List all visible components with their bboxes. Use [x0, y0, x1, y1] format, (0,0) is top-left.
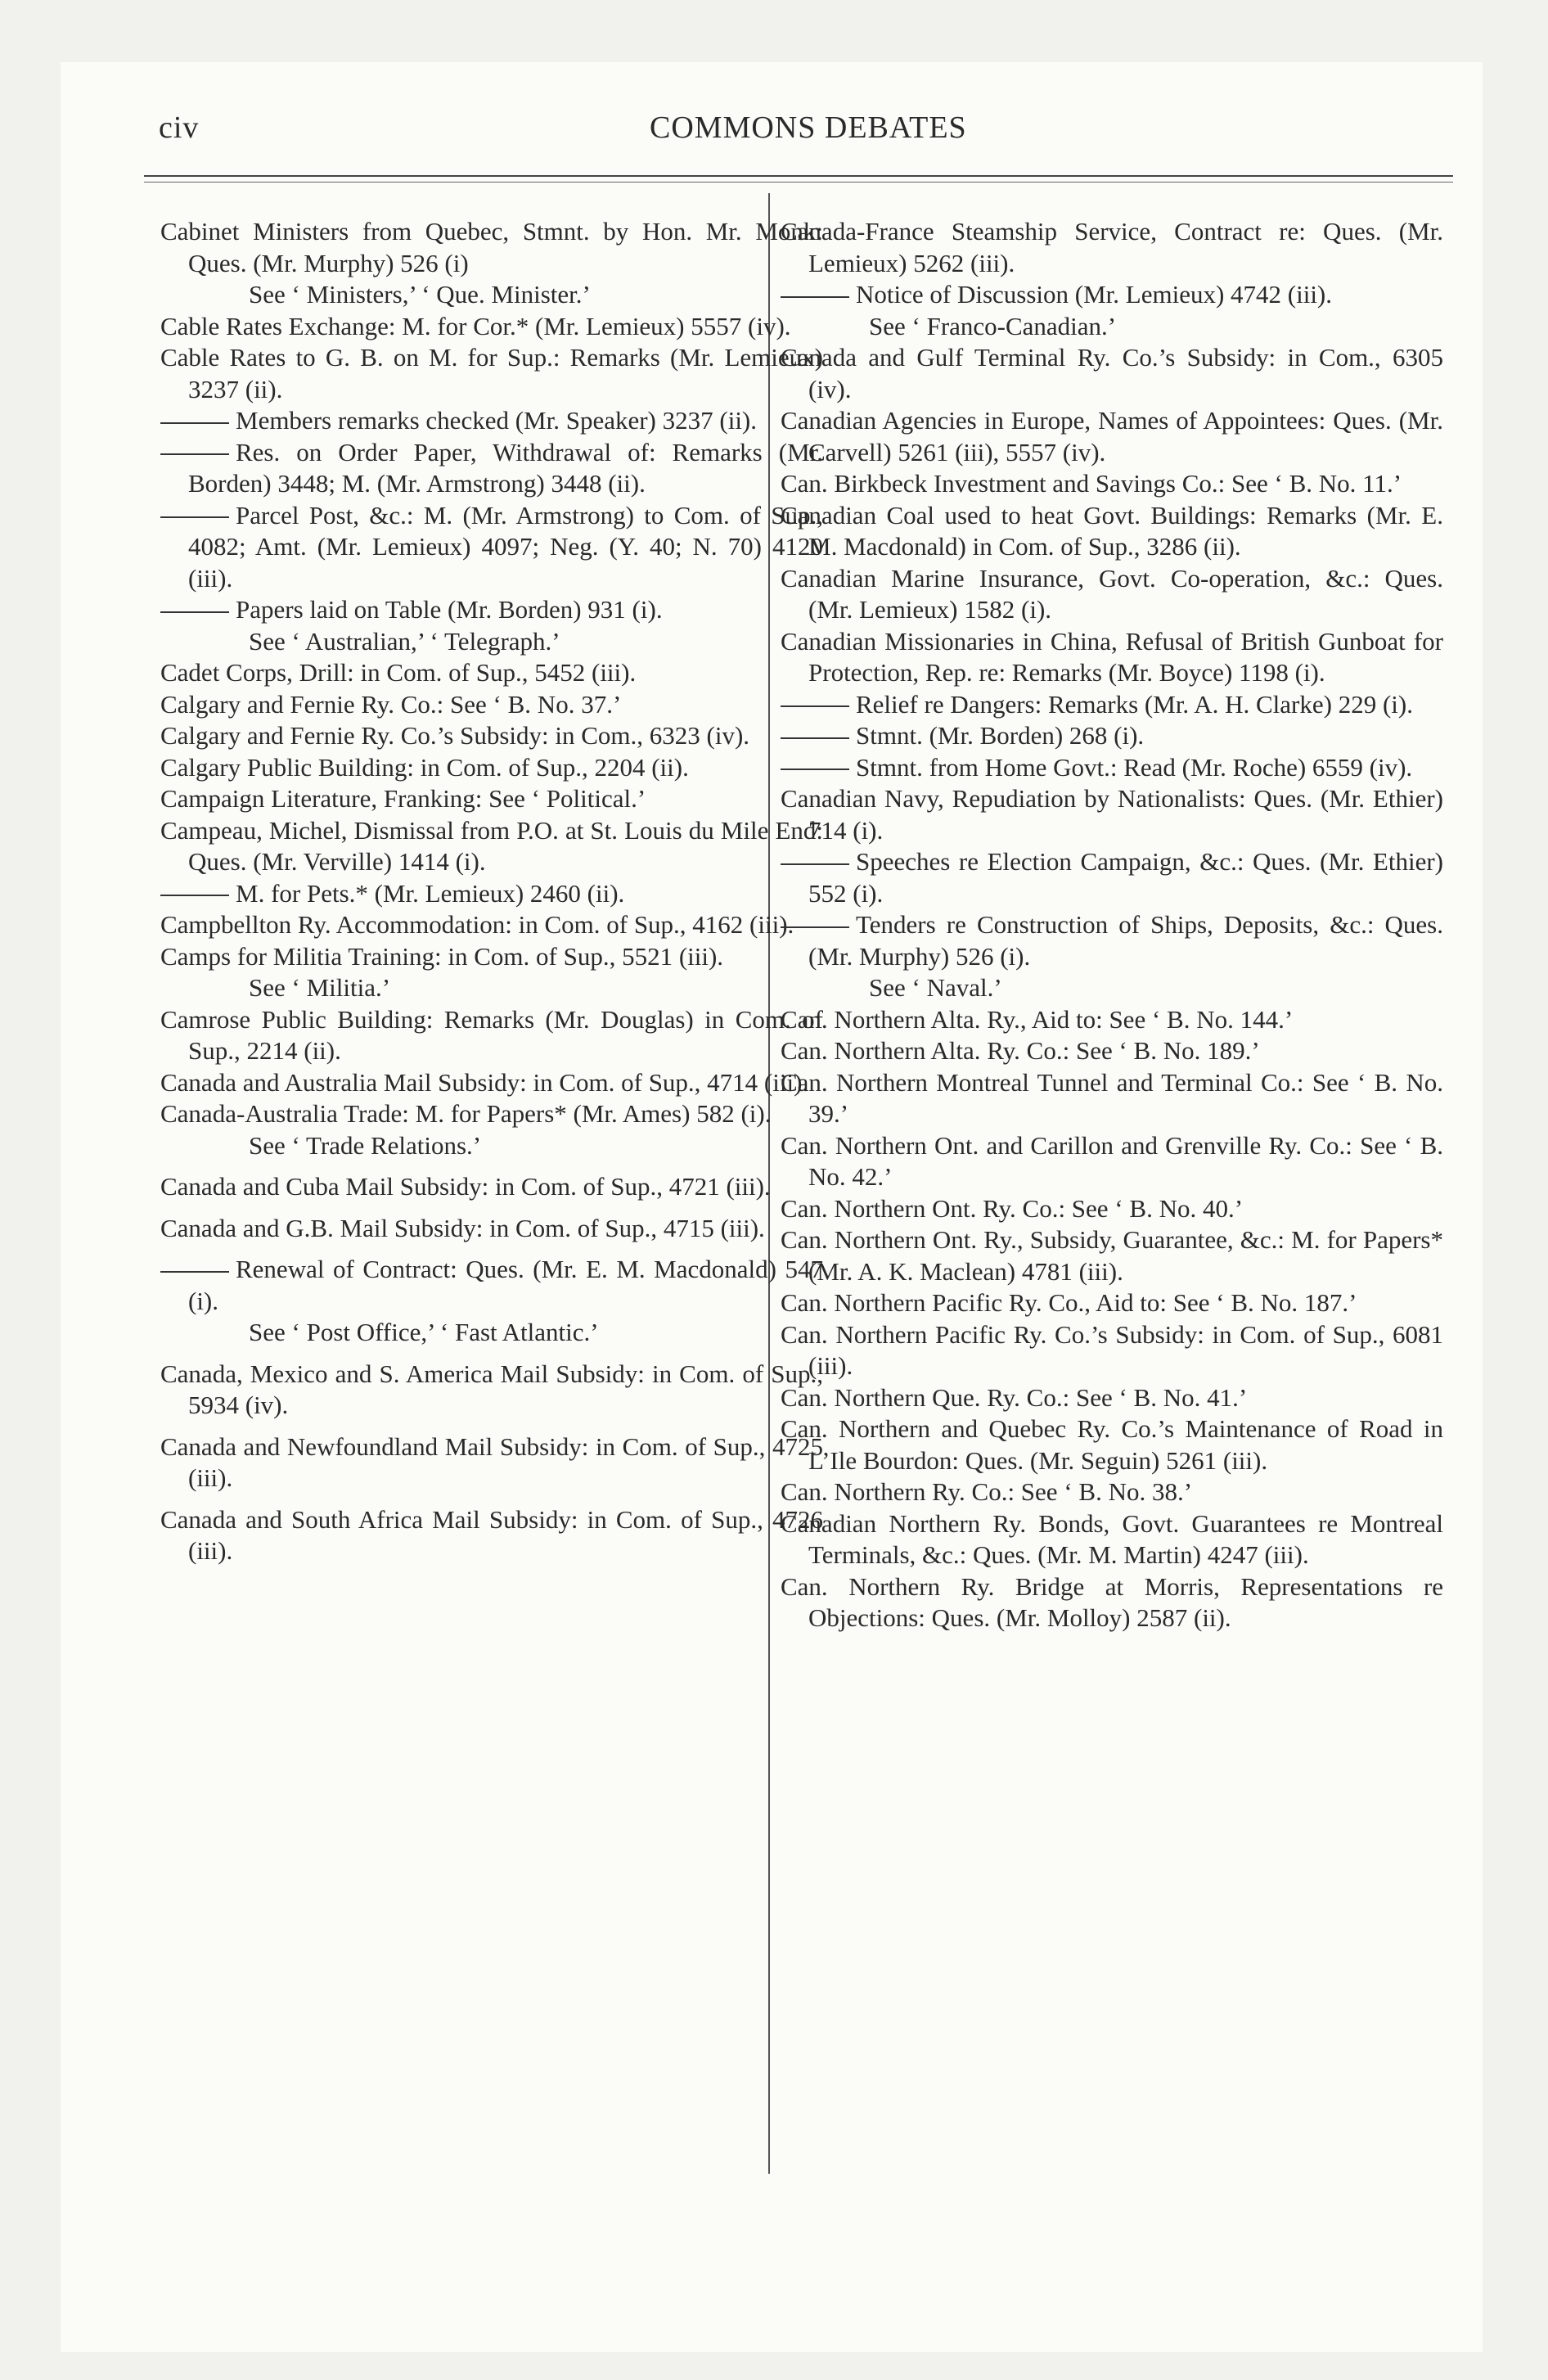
index-entry — [160, 1504, 823, 1567]
entry-text: Can. Birkbeck Investment and Savings Co.: See ‘ B. No. 11.’ — [781, 469, 1402, 498]
entry-text: Canadian Navy, Repudiation by Nationalists: Ques. (Mr. Ethier) 714 (i). — [781, 784, 1443, 845]
dash-rule — [781, 296, 849, 298]
right-column — [781, 216, 1443, 1634]
index-subentry — [160, 437, 823, 500]
index-subentry — [781, 846, 1443, 909]
entry-text: See ‘ Australian,’ ‘ Telegraph.’ — [249, 626, 560, 656]
dash-rule — [160, 611, 229, 613]
index-subentry — [781, 752, 1443, 784]
entry-text: Can. Northern Ry. Bridge at Morris, Representations re Objections: Ques. (Mr. Molloy) 2587 (ii). — [781, 1571, 1443, 1632]
entry-text: See ‘ Ministers,’ ‘ Que. Minister.’ — [249, 280, 591, 309]
entry-text: Calgary Public Building: in Com. of Sup., 2204 (ii). — [160, 752, 689, 782]
left-column — [160, 216, 823, 1567]
index-entry — [781, 1224, 1443, 1287]
index-entry — [781, 783, 1443, 846]
index-entry — [160, 1359, 823, 1422]
entry-text: Canada-France Steamship Service, Contract re: Ques. (Mr. Lemieux) 5262 (iii). — [781, 217, 1443, 277]
see-reference — [869, 972, 1443, 1004]
index-entry — [160, 689, 823, 721]
dash-rule — [160, 516, 229, 518]
index-subentry — [781, 909, 1443, 972]
entry-text: Canada and Gulf Terminal Ry. Co.’s Subsidy: in Com., 6305 (iv). — [781, 343, 1443, 403]
entry-text: Canadian Northern Ry. Bonds, Govt. Guarantees re Montreal Terminals, &c.: Ques. (Mr. M. Martin) 4247 (iii). — [781, 1508, 1443, 1569]
entry-text: Tenders re Construction of Ships, Deposits, &c.: Ques. (Mr. Murphy) 526 (i). — [808, 910, 1443, 971]
index-entry — [781, 342, 1443, 405]
entry-text: Canada and South Africa Mail Subsidy: in Com. of Sup., 4726 (iii). — [160, 1504, 823, 1565]
entry-text: Members remarks checked (Mr. Speaker) 3237 (ii). — [236, 406, 757, 435]
entry-text: Cabinet Ministers from Quebec, Stmnt. by Hon. Mr. Monk: Ques. (Mr. Murphy) 526 (i) — [160, 217, 823, 277]
entry-text: Canada, Mexico and S. America Mail Subsidy: in Com. of Sup., 5934 (iv). — [160, 1359, 823, 1419]
index-entry — [160, 815, 823, 878]
entry-text: Camrose Public Building: Remarks (Mr. Douglas) in Com. of Sup., 2214 (ii). — [160, 1004, 823, 1065]
index-entry — [781, 405, 1443, 468]
entry-text: Canada and Newfoundland Mail Subsidy: in Com. of Sup., 4725 (iii). — [160, 1431, 823, 1492]
index-entry — [160, 720, 823, 752]
index-entry — [160, 1213, 823, 1245]
entry-text: M. for Pets.* (Mr. Lemieux) 2460 (ii). — [236, 878, 625, 908]
entry-text: Can. Northern Ont. Ry., Subsidy, Guarantee, &c.: M. for Papers* (Mr. A. K. Maclean) 4781 (iii). — [781, 1225, 1443, 1286]
index-entry — [160, 216, 823, 279]
index-entry — [781, 500, 1443, 563]
index-subentry — [781, 720, 1443, 752]
index-entry — [160, 909, 823, 941]
entry-text: Can. Northern and Quebec Ry. Co.’s Maintenance of Road in L’Ile Bourdon: Ques. (Mr. Seguin) 5261 (iii). — [781, 1414, 1443, 1475]
index-entry — [781, 1287, 1443, 1319]
index-subentry — [781, 279, 1443, 311]
entry-text: Res. on Order Paper, Withdrawal of: Remarks (Mr. Borden) 3448; M. (Mr. Armstrong) 3448 (ii). — [188, 437, 823, 498]
entry-text: Can. Northern Que. Ry. Co.: See ‘ B. No. 41.’ — [781, 1382, 1248, 1412]
see-reference — [249, 1317, 823, 1349]
entry-text: Can. Northern Montreal Tunnel and Terminal Co.: See ‘ B. No. 39.’ — [781, 1067, 1443, 1128]
index-entry — [160, 1067, 823, 1099]
dash-rule — [781, 863, 849, 865]
entry-text: Canada and G.B. Mail Subsidy: in Com. of Sup., 4715 (iii). — [160, 1213, 765, 1242]
index-entry — [781, 1067, 1443, 1130]
entry-text: Relief re Dangers: Remarks (Mr. A. H. Clarke) 229 (i). — [856, 689, 1413, 719]
entry-text: Renewal of Contract: Ques. (Mr. E. M. Macdonald) 547 (i). — [188, 1255, 823, 1315]
index-entry — [781, 1508, 1443, 1571]
index-subentry — [781, 689, 1443, 721]
index-entry — [781, 1130, 1443, 1193]
entry-text: Campaign Literature, Franking: See ‘ Political.’ — [160, 784, 646, 813]
index-entry — [160, 1004, 823, 1067]
entry-text: Canada and Australia Mail Subsidy: in Com. of Sup., 4714 (iii). — [160, 1067, 809, 1097]
entry-text: See ‘ Militia.’ — [249, 973, 391, 1002]
index-entry — [160, 342, 823, 405]
index-entry — [781, 468, 1443, 500]
index-subentry — [160, 405, 823, 437]
entry-text: Calgary and Fernie Ry. Co.’s Subsidy: in Com., 6323 (iv). — [160, 721, 750, 750]
entry-text: Stmnt. (Mr. Borden) 268 (i). — [856, 721, 1145, 750]
index-entry — [781, 1193, 1443, 1225]
entry-text: Canadian Missionaries in China, Refusal of British Gunboat for Protection, Rep. re: Remarks (Mr. Boyce) 1198 (i). — [781, 626, 1443, 687]
index-entry — [160, 1431, 823, 1494]
page-title: COMMONS DEBATES — [650, 110, 967, 145]
page-number: civ — [159, 110, 200, 145]
entry-text: Can. Northern Alta. Ry. Co.: See ‘ B. No. 189.’ — [781, 1036, 1260, 1065]
index-entry — [781, 1476, 1443, 1508]
index-entry — [160, 1171, 823, 1203]
dash-rule — [160, 422, 229, 424]
entry-text: See ‘ Trade Relations.’ — [249, 1130, 482, 1160]
see-reference — [249, 626, 823, 658]
entry-text: Camps for Militia Training: in Com. of Sup., 5521 (iii). — [160, 941, 724, 971]
entry-text: Can. Northern Ont. Ry. Co.: See ‘ B. No. 40.’ — [781, 1193, 1244, 1223]
entry-text: Campbellton Ry. Accommodation: in Com. of Sup., 4162 (iii). — [160, 910, 794, 939]
entry-text: Speeches re Election Campaign, &c.: Ques. (Mr. Ethier) 552 (i). — [808, 847, 1443, 908]
index-entry — [781, 1382, 1443, 1414]
header-rule — [144, 175, 1453, 183]
index-entry — [781, 1004, 1443, 1036]
index-entry — [160, 752, 823, 784]
index-entry — [160, 657, 823, 689]
index-entry — [160, 941, 823, 973]
entry-text: Parcel Post, &c.: M. (Mr. Armstrong) to Com. of Sup., 4082; Amt. (Mr. Lemieux) 4097; Neg. (Y. 40; N. 70) 4120 (iii). — [188, 500, 823, 593]
index-entry — [781, 1035, 1443, 1067]
index-entry — [160, 311, 823, 343]
see-reference — [249, 279, 823, 311]
entry-text: Campeau, Michel, Dismissal from P.O. at St. Louis du Mile End: Ques. (Mr. Verville) 1414 (i). — [160, 815, 823, 876]
index-entry — [781, 1571, 1443, 1634]
entry-text: See ‘ Franco-Canadian.’ — [869, 311, 1117, 340]
dash-rule — [781, 705, 849, 707]
dash-rule — [781, 737, 849, 739]
dash-rule — [160, 453, 229, 455]
entry-text: Can. Northern Ry. Co.: See ‘ B. No. 38.’ — [781, 1477, 1193, 1506]
entry-text: Canada and Cuba Mail Subsidy: in Com. of Sup., 4721 (iii). — [160, 1172, 771, 1201]
page — [61, 62, 1483, 2352]
entry-text: Calgary and Fernie Ry. Co.: See ‘ B. No. 37.’ — [160, 689, 622, 719]
running-header — [159, 110, 1468, 151]
dash-rule — [781, 926, 849, 928]
entry-text: Cable Rates to G. B. on M. for Sup.: Remarks (Mr. Lemieux) 3237 (ii). — [160, 343, 823, 403]
see-reference — [869, 311, 1443, 343]
entry-text: Canadian Coal used to heat Govt. Buildings: Remarks (Mr. E. M. Macdonald) in Com. of Sup., 3286 (ii). — [781, 500, 1443, 561]
entry-text: Can. Northern Alta. Ry., Aid to: See ‘ B. No. 144.’ — [781, 1004, 1294, 1034]
entry-text: Can. Northern Pacific Ry. Co.’s Subsidy: in Com. of Sup., 6081 (iii). — [781, 1319, 1443, 1380]
index-entry — [781, 1413, 1443, 1476]
see-reference — [249, 1130, 823, 1162]
index-subentry — [160, 1254, 823, 1317]
dash-rule — [160, 895, 229, 896]
entry-text: See ‘ Post Office,’ ‘ Fast Atlantic.’ — [249, 1318, 599, 1346]
see-reference — [249, 972, 823, 1004]
entry-text: Can. Northern Ont. and Carillon and Grenville Ry. Co.: See ‘ B. No. 42.’ — [781, 1130, 1443, 1191]
entry-text: Cable Rates Exchange: M. for Cor.* (Mr. Lemieux) 5557 (iv). — [160, 311, 791, 340]
entry-text: Canadian Agencies in Europe, Names of Appointees: Ques. (Mr. Carvell) 5261 (iii), 5557 (iv). — [781, 406, 1443, 467]
index-subentry — [160, 594, 823, 626]
index-entry — [781, 626, 1443, 689]
entry-text: Notice of Discussion (Mr. Lemieux) 4742 (iii). — [856, 280, 1333, 309]
dash-rule — [160, 1271, 229, 1273]
entry-text: Can. Northern Pacific Ry. Co., Aid to: See ‘ B. No. 187.’ — [781, 1288, 1357, 1317]
entry-text: Cadet Corps, Drill: in Com. of Sup., 5452 (iii). — [160, 658, 637, 687]
entry-text: Canada-Australia Trade: M. for Papers* (Mr. Ames) 582 (i). — [160, 1099, 772, 1128]
index-entry — [781, 216, 1443, 279]
dash-rule — [781, 769, 849, 770]
entry-text: Canadian Marine Insurance, Govt. Co-operation, &c.: Ques. (Mr. Lemieux) 1582 (i). — [781, 563, 1443, 624]
index-entry — [781, 1319, 1443, 1382]
index-subentry — [160, 500, 823, 595]
index-entry — [160, 1098, 823, 1130]
entry-text: Papers laid on Table (Mr. Borden) 931 (i). — [236, 595, 663, 624]
entry-text: Stmnt. from Home Govt.: Read (Mr. Roche) 6559 (iv). — [856, 752, 1413, 782]
index-entry — [160, 783, 823, 815]
entry-text: See ‘ Naval.’ — [869, 973, 1002, 1002]
index-subentry — [160, 878, 823, 910]
index-entry — [781, 563, 1443, 626]
